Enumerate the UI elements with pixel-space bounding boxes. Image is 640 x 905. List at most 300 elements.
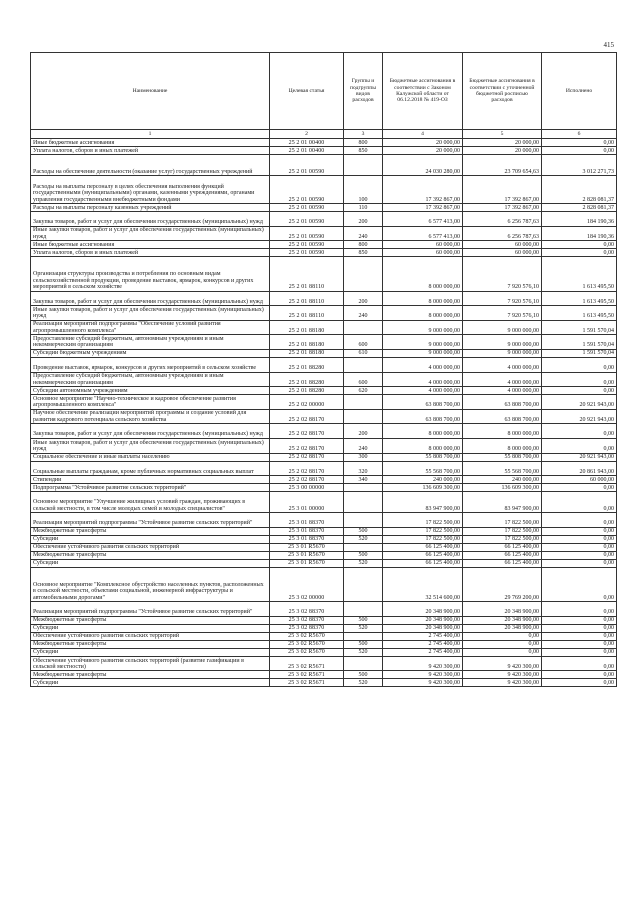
table-row [31, 320, 617, 335]
row-expense-group [344, 320, 383, 335]
row-target-article: 25 2 01 00590 [270, 211, 344, 226]
table-row [31, 257, 617, 291]
row-name: Закупка товаров, работ и услуг для обеспечения государственных (муниципальных) нужд [31, 291, 270, 306]
row-executed-amount: 184 190,36 [542, 211, 617, 226]
table-row [31, 648, 617, 656]
row-target-article: 25 2 02 88170 [270, 438, 344, 453]
row-target-article: 25 2 01 88110 [270, 257, 344, 291]
row-executed-amount: 0,00 [542, 241, 617, 249]
table-row [31, 241, 617, 249]
row-expense-group: 500 [344, 671, 383, 679]
row-refined-amount: 0,00 [463, 632, 542, 640]
row-target-article: 25 3 01 R5670 [270, 543, 344, 551]
row-expense-group: 240 [344, 306, 383, 321]
row-name: Организация структуры производства и потребления по основным видам сельскохозяйственной продукции, проведение выставок, ярмарок, конкурсов и других мероприятий в сельском хозяйстве [31, 257, 270, 291]
row-target-article: 25 2 02 88170 [270, 461, 344, 476]
row-refined-amount: 55 808 700,00 [463, 453, 542, 461]
row-expense-group: 520 [344, 559, 383, 567]
row-target-article: 25 3 00 00000 [270, 484, 344, 492]
row-target-article: 25 2 01 00590 [270, 249, 344, 257]
row-expense-group [344, 567, 383, 601]
table-body [31, 139, 617, 687]
row-name: Субсидии [31, 624, 270, 632]
row-refined-amount: 9 420 300,00 [463, 679, 542, 687]
row-refined-amount: 63 808 700,00 [463, 395, 542, 410]
row-law-amount: 17 822 500,00 [383, 535, 463, 543]
row-name: Расходы на выплаты персоналу казенных учреждений [31, 203, 270, 211]
row-expense-group [344, 513, 383, 528]
row-law-amount: 60 000,00 [383, 241, 463, 249]
row-law-amount: 136 609 300,00 [383, 484, 463, 492]
row-law-amount: 9 000 000,00 [383, 320, 463, 335]
row-refined-amount: 7 920 576,10 [463, 257, 542, 291]
row-target-article: 25 2 01 88110 [270, 306, 344, 321]
row-refined-amount: 9 420 300,00 [463, 656, 542, 671]
row-name: Межбюджетные трансферты [31, 640, 270, 648]
row-name: Реализация мероприятий подпрограммы "Устойчивое развитие сельских территорий" [31, 602, 270, 617]
row-expense-group: 110 [344, 203, 383, 211]
row-expense-group: 520 [344, 679, 383, 687]
row-refined-amount: 66 125 400,00 [463, 543, 542, 551]
row-law-amount: 66 125 400,00 [383, 543, 463, 551]
row-target-article: 25 2 01 88180 [270, 349, 344, 357]
row-name: Обеспечение устойчивого развития сельских территорий [31, 632, 270, 640]
row-executed-amount: 0,00 [542, 602, 617, 617]
row-law-amount: 2 745 400,00 [383, 640, 463, 648]
row-expense-group: 850 [344, 249, 383, 257]
row-law-amount: 9 420 300,00 [383, 679, 463, 687]
row-executed-amount: 1 613 495,50 [542, 257, 617, 291]
row-name: Межбюджетные трансферты [31, 616, 270, 624]
row-expense-group [344, 409, 383, 424]
header-target-article: Целевая статья [270, 53, 344, 130]
row-name: Субсидии [31, 535, 270, 543]
row-expense-group [344, 257, 383, 291]
row-expense-group: 200 [344, 211, 383, 226]
row-expense-group [344, 602, 383, 617]
row-executed-amount: 0,00 [542, 387, 617, 395]
row-name: Расходы на обеспечение деятельности (оказание услуг) государственных учреждений [31, 155, 270, 176]
row-name: Иные бюджетные ассигнования [31, 139, 270, 147]
row-refined-amount: 20 000,00 [463, 139, 542, 147]
row-expense-group: 500 [344, 640, 383, 648]
row-target-article: 25 2 01 88280 [270, 387, 344, 395]
row-name: Субсидии [31, 648, 270, 656]
row-executed-amount: 2 828 081,37 [542, 203, 617, 211]
row-refined-amount: 17 822 500,00 [463, 535, 542, 543]
table-row [31, 349, 617, 357]
row-expense-group: 200 [344, 424, 383, 439]
row-expense-group: 500 [344, 551, 383, 559]
column-number: 1 [31, 130, 270, 139]
row-refined-amount: 240 000,00 [463, 476, 542, 484]
row-name: Научное обеспечение реализации мероприятий программы и создание условий для развития кадрового потенциала сельского хозяйства [31, 409, 270, 424]
table-row [31, 387, 617, 395]
row-law-amount: 66 125 400,00 [383, 559, 463, 567]
row-target-article: 25 3 02 R5671 [270, 671, 344, 679]
row-law-amount: 63 808 700,00 [383, 409, 463, 424]
row-law-amount: 8 000 000,00 [383, 438, 463, 453]
row-name: Стипендии [31, 476, 270, 484]
row-name: Предоставление субсидий бюджетным, автономным учреждениям и иным некоммерческим организациям [31, 335, 270, 350]
table-row [31, 372, 617, 387]
row-executed-amount: 0,00 [542, 567, 617, 601]
column-number: 2 [270, 130, 344, 139]
row-target-article: 25 3 01 00000 [270, 492, 344, 513]
header-expense-group: Группы и подгруппы видов расходов [344, 53, 383, 130]
row-name: Закупка товаров, работ и услуг для обеспечения государственных (муниципальных) нужд [31, 211, 270, 226]
row-expense-group: 520 [344, 648, 383, 656]
row-executed-amount: 0,00 [542, 632, 617, 640]
row-name: Реализация мероприятий подпрограммы "Устойчивое развитие сельских территорий" [31, 513, 270, 528]
row-law-amount: 9 000 000,00 [383, 335, 463, 350]
row-law-amount: 9 420 300,00 [383, 656, 463, 671]
table-row [31, 535, 617, 543]
row-expense-group: 240 [344, 226, 383, 241]
row-law-amount: 17 822 500,00 [383, 513, 463, 528]
row-expense-group [344, 543, 383, 551]
header-refined-allocations: Бюджетные ассигнования в соответствии с уточненной бюджетной росписью расходов [463, 53, 542, 130]
row-name: Уплата налогов, сборов и иных платежей [31, 249, 270, 257]
row-refined-amount: 9 000 000,00 [463, 349, 542, 357]
row-expense-group: 610 [344, 349, 383, 357]
table-row [31, 679, 617, 687]
row-refined-amount: 0,00 [463, 648, 542, 656]
table-row [31, 671, 617, 679]
row-target-article: 25 3 02 R5670 [270, 640, 344, 648]
column-number-row [31, 130, 617, 139]
row-expense-group: 600 [344, 335, 383, 350]
column-number: 4 [383, 130, 463, 139]
row-target-article: 25 2 02 88170 [270, 453, 344, 461]
table-row [31, 461, 617, 476]
row-law-amount: 8 000 000,00 [383, 257, 463, 291]
row-name: Основное мероприятие "Улучшение жилищных условий граждан, проживающих в сельской местности, в том числе молодых семей и молодых специалистов" [31, 492, 270, 513]
row-name: Уплата налогов, сборов и иных платежей [31, 147, 270, 155]
row-law-amount: 4 000 000,00 [383, 387, 463, 395]
row-executed-amount: 20 921 943,00 [542, 395, 617, 410]
row-executed-amount: 1 591 570,04 [542, 335, 617, 350]
table-row [31, 632, 617, 640]
row-target-article: 25 3 01 88370 [270, 535, 344, 543]
row-expense-group: 240 [344, 438, 383, 453]
row-law-amount: 2 745 400,00 [383, 632, 463, 640]
row-refined-amount: 66 125 400,00 [463, 559, 542, 567]
row-executed-amount: 0,00 [542, 679, 617, 687]
row-target-article: 25 3 02 R5671 [270, 656, 344, 671]
row-law-amount: 8 000 000,00 [383, 306, 463, 321]
row-refined-amount: 9 420 300,00 [463, 671, 542, 679]
row-law-amount: 4 000 000,00 [383, 357, 463, 372]
row-refined-amount: 9 000 000,00 [463, 335, 542, 350]
row-expense-group [344, 395, 383, 410]
row-target-article: 25 3 02 88370 [270, 602, 344, 617]
row-refined-amount: 7 920 576,10 [463, 291, 542, 306]
row-target-article: 25 2 02 00000 [270, 395, 344, 410]
row-expense-group [344, 155, 383, 176]
row-executed-amount: 0,00 [542, 372, 617, 387]
row-refined-amount: 20 000,00 [463, 147, 542, 155]
row-name: Социальные выплаты гражданам, кроме публичных нормативных социальных выплат [31, 461, 270, 476]
row-expense-group [344, 492, 383, 513]
row-refined-amount: 6 256 787,63 [463, 211, 542, 226]
table-row [31, 551, 617, 559]
table-row [31, 226, 617, 241]
row-name: Основное мероприятие "Комплексное обустройство населенных пунктов, расположенных в сельской местности, объектами социальной, инженерной инфраструктуры и автомобильными дорогами" [31, 567, 270, 601]
table-row [31, 640, 617, 648]
row-refined-amount: 4 000 000,00 [463, 357, 542, 372]
row-target-article: 25 2 01 00400 [270, 147, 344, 155]
row-target-article: 25 3 02 88370 [270, 616, 344, 624]
row-target-article: 25 2 01 88180 [270, 320, 344, 335]
row-name: Субсидии [31, 559, 270, 567]
row-law-amount: 20 000,00 [383, 139, 463, 147]
row-target-article: 25 3 01 R5670 [270, 559, 344, 567]
row-executed-amount: 1 613 495,50 [542, 291, 617, 306]
row-expense-group [344, 484, 383, 492]
row-name: Иные закупки товаров, работ и услуг для обеспечения государственных (муниципальных) нужд [31, 438, 270, 453]
table-row [31, 616, 617, 624]
table-row [31, 624, 617, 632]
row-law-amount: 6 577 413,00 [383, 211, 463, 226]
row-target-article: 25 2 01 00590 [270, 176, 344, 204]
row-name: Проведение выставок, ярмарок, конкурсов и других мероприятий в сельском хозяйстве [31, 357, 270, 372]
row-executed-amount: 1 591 570,04 [542, 349, 617, 357]
table-row [31, 147, 617, 155]
row-law-amount: 17 392 867,00 [383, 203, 463, 211]
row-target-article: 25 2 01 00590 [270, 226, 344, 241]
row-target-article: 25 2 01 88110 [270, 291, 344, 306]
table-header-row [31, 53, 617, 130]
column-number: 5 [463, 130, 542, 139]
row-executed-amount: 0,00 [542, 671, 617, 679]
table-row [31, 335, 617, 350]
table-row [31, 211, 617, 226]
row-refined-amount: 20 348 900,00 [463, 616, 542, 624]
row-name: Основное мероприятие "Научно-техническое и кадровое обеспечение развития агропромышленного комплекса" [31, 395, 270, 410]
row-refined-amount: 20 348 900,00 [463, 602, 542, 617]
table-row [31, 656, 617, 671]
column-number: 3 [344, 130, 383, 139]
row-executed-amount: 0,00 [542, 624, 617, 632]
table-row [31, 395, 617, 410]
row-law-amount: 9 000 000,00 [383, 349, 463, 357]
row-law-amount: 63 808 700,00 [383, 395, 463, 410]
row-target-article: 25 3 02 R5670 [270, 632, 344, 640]
row-expense-group: 520 [344, 624, 383, 632]
row-law-amount: 24 030 280,00 [383, 155, 463, 176]
row-executed-amount: 20 921 943,00 [542, 409, 617, 424]
row-executed-amount: 1 613 495,50 [542, 306, 617, 321]
row-expense-group: 500 [344, 527, 383, 535]
row-executed-amount: 0,00 [542, 616, 617, 624]
row-name: Субсидии [31, 679, 270, 687]
row-refined-amount: 0,00 [463, 640, 542, 648]
row-executed-amount: 60 000,00 [542, 476, 617, 484]
row-executed-amount: 0,00 [542, 513, 617, 528]
row-expense-group: 850 [344, 147, 383, 155]
row-refined-amount: 55 568 700,00 [463, 461, 542, 476]
row-executed-amount: 0,00 [542, 438, 617, 453]
row-target-article: 25 2 02 88170 [270, 409, 344, 424]
row-law-amount: 8 000 000,00 [383, 424, 463, 439]
row-law-amount: 83 947 900,00 [383, 492, 463, 513]
row-law-amount: 17 822 500,00 [383, 527, 463, 535]
row-law-amount: 4 000 000,00 [383, 372, 463, 387]
row-expense-group: 600 [344, 372, 383, 387]
row-refined-amount: 17 822 500,00 [463, 513, 542, 528]
page-number: 415 [603, 41, 614, 49]
row-executed-amount: 3 012 271,73 [542, 155, 617, 176]
row-expense-group [344, 656, 383, 671]
table-row [31, 139, 617, 147]
row-expense-group: 320 [344, 461, 383, 476]
table-row [31, 306, 617, 321]
row-expense-group: 620 [344, 387, 383, 395]
row-expense-group: 340 [344, 476, 383, 484]
table-row [31, 409, 617, 424]
row-law-amount: 240 000,00 [383, 476, 463, 484]
row-law-amount: 55 808 700,00 [383, 453, 463, 461]
header-law-allocations: Бюджетные ассигнования в соответствии с Законом Калужской области от 06.12.2018 № 419-ОЗ [383, 53, 463, 130]
table-row [31, 559, 617, 567]
row-target-article: 25 3 01 88370 [270, 513, 344, 528]
row-refined-amount: 23 709 654,63 [463, 155, 542, 176]
row-executed-amount: 0,00 [542, 527, 617, 535]
row-refined-amount: 60 000,00 [463, 249, 542, 257]
row-name: Межбюджетные трансферты [31, 551, 270, 559]
row-refined-amount: 60 000,00 [463, 241, 542, 249]
row-executed-amount: 0,00 [542, 492, 617, 513]
table-row [31, 291, 617, 306]
table-row [31, 492, 617, 513]
row-name: Межбюджетные трансферты [31, 671, 270, 679]
row-refined-amount: 136 609 300,00 [463, 484, 542, 492]
row-target-article: 25 2 01 00590 [270, 155, 344, 176]
row-law-amount: 60 000,00 [383, 249, 463, 257]
row-target-article: 25 3 02 00000 [270, 567, 344, 601]
row-refined-amount: 63 808 700,00 [463, 409, 542, 424]
row-target-article: 25 3 02 88370 [270, 624, 344, 632]
row-executed-amount: 0,00 [542, 535, 617, 543]
row-law-amount: 20 348 900,00 [383, 602, 463, 617]
row-executed-amount: 0,00 [542, 357, 617, 372]
row-refined-amount: 17 392 867,00 [463, 203, 542, 211]
row-refined-amount: 83 947 900,00 [463, 492, 542, 513]
row-refined-amount: 17 392 867,00 [463, 176, 542, 204]
row-expense-group: 800 [344, 241, 383, 249]
row-executed-amount: 0,00 [542, 640, 617, 648]
row-executed-amount: 0,00 [542, 147, 617, 155]
table-row [31, 453, 617, 461]
row-executed-amount: 0,00 [542, 648, 617, 656]
row-expense-group: 200 [344, 291, 383, 306]
row-name: Межбюджетные трансферты [31, 527, 270, 535]
row-refined-amount: 7 920 576,10 [463, 306, 542, 321]
row-law-amount: 66 125 400,00 [383, 551, 463, 559]
row-name: Субсидии автономным учреждениям [31, 387, 270, 395]
row-executed-amount: 1 591 570,04 [542, 320, 617, 335]
row-refined-amount: 20 348 900,00 [463, 624, 542, 632]
row-name: Обеспечение устойчивого развития сельских территорий (развитие газификации в сельской местности) [31, 656, 270, 671]
row-target-article: 25 3 01 R5670 [270, 551, 344, 559]
row-expense-group [344, 357, 383, 372]
row-refined-amount: 17 822 500,00 [463, 527, 542, 535]
row-name: Иные закупки товаров, работ и услуг для обеспечения государственных (муниципальных) нужд [31, 306, 270, 321]
table-row [31, 484, 617, 492]
column-number: 6 [542, 130, 617, 139]
budget-table [30, 52, 617, 687]
row-law-amount: 6 577 413,00 [383, 226, 463, 241]
table-row [31, 543, 617, 551]
row-law-amount: 20 348 900,00 [383, 624, 463, 632]
row-executed-amount: 0,00 [542, 543, 617, 551]
row-law-amount: 20 348 900,00 [383, 616, 463, 624]
table-row [31, 567, 617, 601]
row-name: Обеспечение устойчивого развития сельских территорий [31, 543, 270, 551]
row-executed-amount: 2 828 081,37 [542, 176, 617, 204]
row-executed-amount: 0,00 [542, 559, 617, 567]
row-name: Иные бюджетные ассигнования [31, 241, 270, 249]
row-target-article: 25 2 01 00400 [270, 139, 344, 147]
row-executed-amount: 20 861 943,00 [542, 461, 617, 476]
row-target-article: 25 3 02 R5671 [270, 679, 344, 687]
row-refined-amount: 9 000 000,00 [463, 320, 542, 335]
row-expense-group: 300 [344, 453, 383, 461]
table-row [31, 476, 617, 484]
row-target-article: 25 2 02 88170 [270, 476, 344, 484]
row-name: Иные закупки товаров, работ и услуг для обеспечения государственных (муниципальных) нужд [31, 226, 270, 241]
row-law-amount: 17 392 867,00 [383, 176, 463, 204]
row-executed-amount: 0,00 [542, 656, 617, 671]
row-target-article: 25 3 02 R5670 [270, 648, 344, 656]
row-executed-amount: 20 921 943,00 [542, 453, 617, 461]
row-law-amount: 32 514 600,00 [383, 567, 463, 601]
row-refined-amount: 8 000 000,00 [463, 424, 542, 439]
row-target-article: 25 2 01 00590 [270, 241, 344, 249]
row-target-article: 25 2 02 88170 [270, 424, 344, 439]
header-name: Наименование [31, 53, 270, 130]
row-refined-amount: 4 000 000,00 [463, 387, 542, 395]
row-name: Субсидии бюджетным учреждениям [31, 349, 270, 357]
row-law-amount: 9 420 300,00 [383, 671, 463, 679]
table-row [31, 424, 617, 439]
row-name: Реализация мероприятий подпрограммы "Обеспечение условий развития агропромышленного комплекса" [31, 320, 270, 335]
row-law-amount: 55 568 700,00 [383, 461, 463, 476]
row-expense-group [344, 632, 383, 640]
row-refined-amount: 4 000 000,00 [463, 372, 542, 387]
table-row [31, 357, 617, 372]
row-expense-group: 520 [344, 535, 383, 543]
row-law-amount: 8 000 000,00 [383, 291, 463, 306]
row-executed-amount: 0,00 [542, 484, 617, 492]
row-executed-amount: 0,00 [542, 424, 617, 439]
row-expense-group: 800 [344, 139, 383, 147]
row-refined-amount: 29 769 200,00 [463, 567, 542, 601]
row-refined-amount: 8 000 000,00 [463, 438, 542, 453]
row-target-article: 25 3 01 88370 [270, 527, 344, 535]
row-executed-amount: 0,00 [542, 249, 617, 257]
row-target-article: 25 2 01 88280 [270, 357, 344, 372]
row-executed-amount: 0,00 [542, 139, 617, 147]
row-expense-group: 500 [344, 616, 383, 624]
row-executed-amount: 184 190,36 [542, 226, 617, 241]
row-name: Расходы на выплаты персоналу в целях обеспечения выполнения функций государственными (муниципальными) органами, казенными учреждениями, органами управления государственными внебюджетными фондами [31, 176, 270, 204]
row-name: Закупка товаров, работ и услуг для обеспечения государственных (муниципальных) нужд [31, 424, 270, 439]
table-row [31, 155, 617, 176]
row-refined-amount: 6 256 787,63 [463, 226, 542, 241]
table-row [31, 527, 617, 535]
